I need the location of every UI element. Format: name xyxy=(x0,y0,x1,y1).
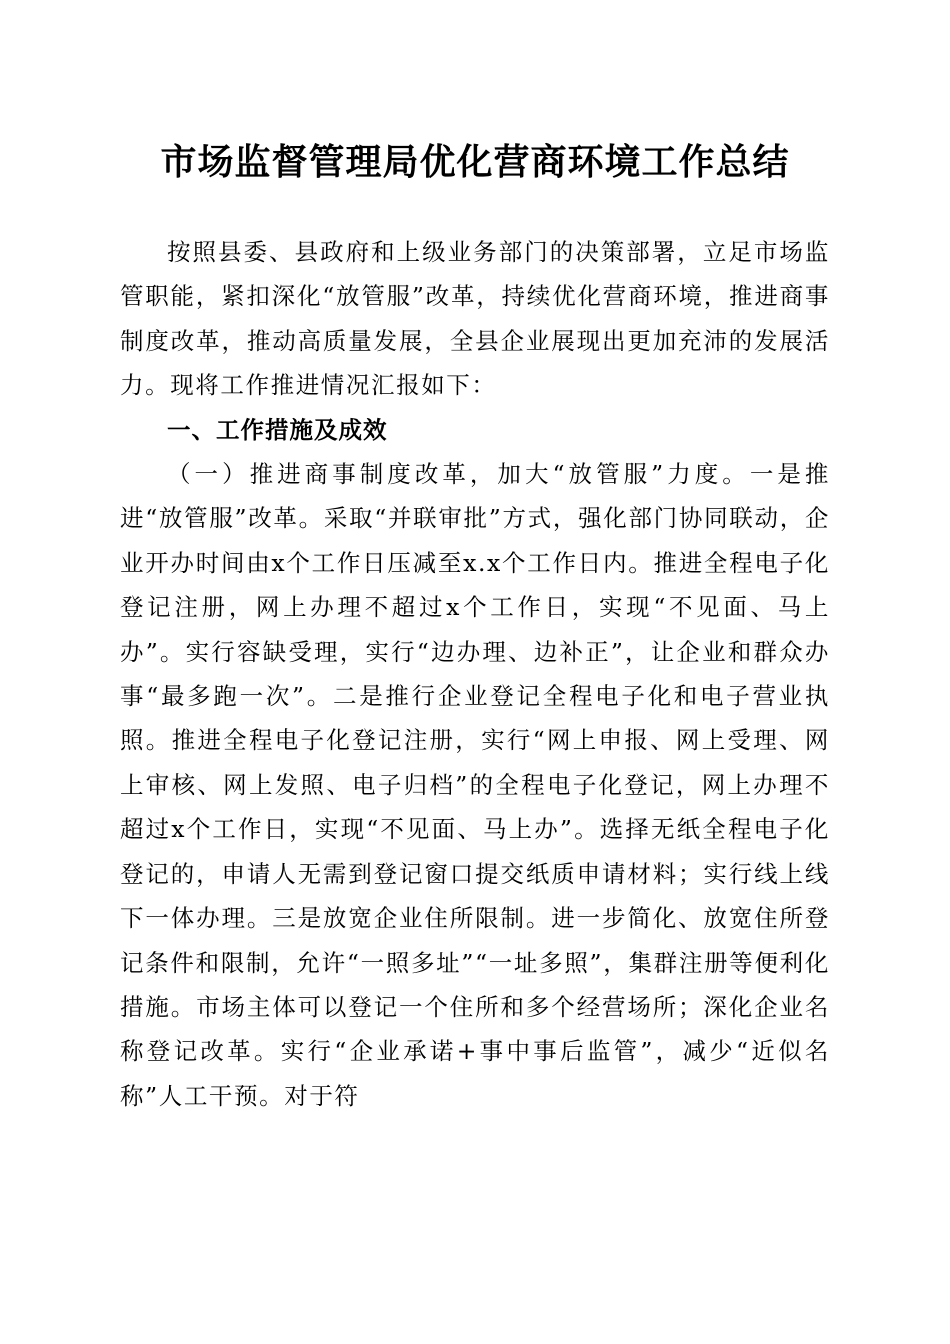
section-heading: 一、工作措施及成效 xyxy=(167,415,388,444)
document-body xyxy=(120,230,830,1118)
intro-paragraph: 按照县委、县政府和上级业务部门的决策部署，立足市场监管职能，紧扣深化“放管服”改革，持续优化营商环境，推进商事制度改革，推动高质量发展，全县企业展现出更加充沛的发展活力。现将工作推进情况汇报如下： xyxy=(120,238,830,400)
document-title: 市场监督管理局优化营商环境工作总结 xyxy=(160,141,790,183)
body-paragraph: （一）推进商事制度改革，加大“放管服”力度。一是推进“放管服”改革。采取“并联审批”方式，强化部门协同联动，企业开办时间由x个工作日压减至x.x个工作日内。推进全程电子化登记注册，网上办理不超过x个工作日，实现“不见面、马上办”。实行容缺受理，实行“边办理、边补正”，让企业和群众办事“最多跑一次”。二是推行企业登记全程电子化和电子营业执照。推进全程电子化登记注册，实行“网上申报、网上受理、网上审核、网上发照、电子归档”的全程电子化登记，网上办理不超过x个工作日，实现“不见面、马上办”。选择无纸全程电子化登记的，申请人无需到登记窗口提交纸质申请材料；实行线上线下一体办理。三是放宽企业住所限制。进一步简化、放宽住所登记条件和限制，允许“一照多址”“一址多照”，集群注册等便利化措施。市场主体可以登记一个住所和多个经营场所；深化企业名称登记改革。实行“企业承诺+事中事后监管”，减少“近似名称”人工干预。对于符 xyxy=(120,460,830,1110)
